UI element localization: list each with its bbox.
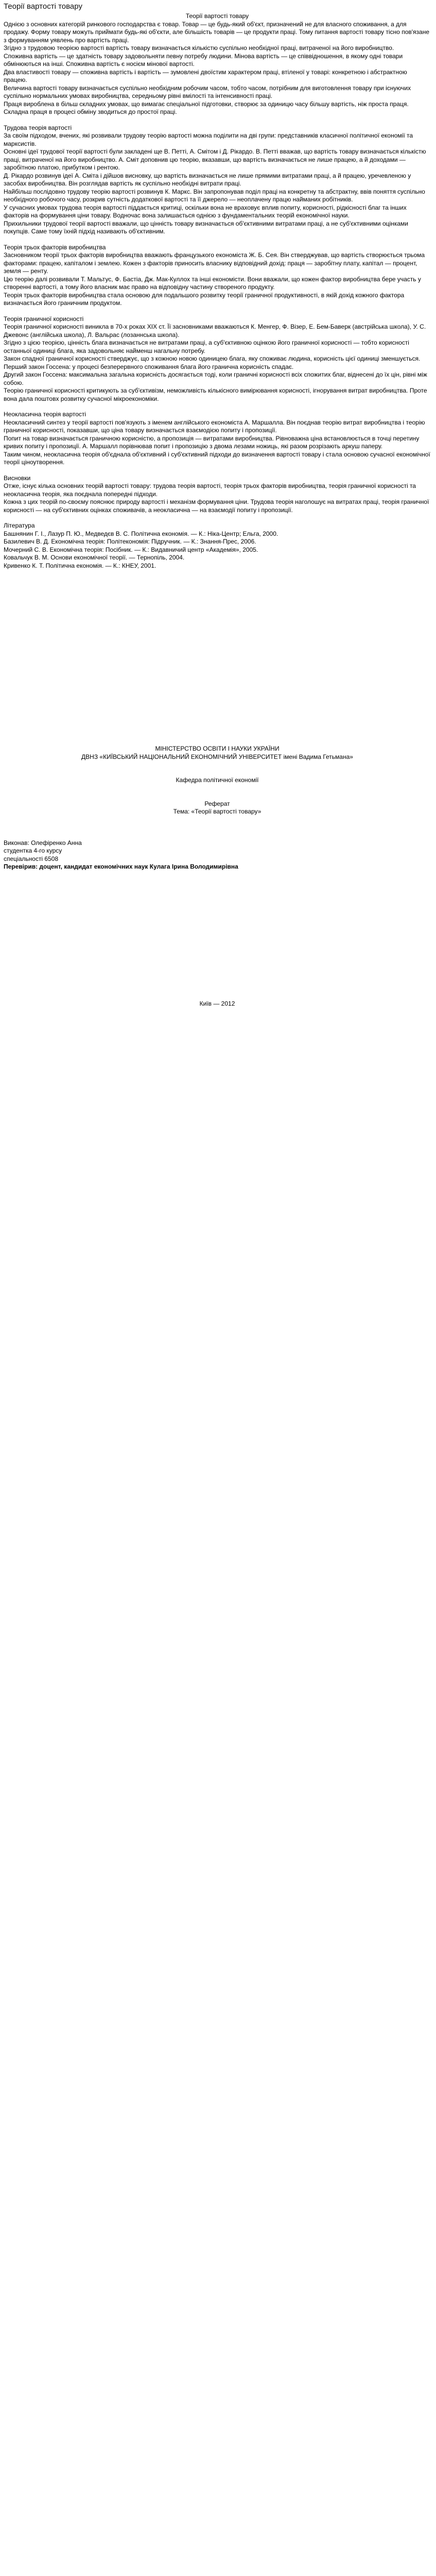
- page-title: Теорії вартості товару: [4, 2, 82, 11]
- paragraphs-intro: [4, 21, 431, 116]
- paragraph: Найбільш послідовно трудову теорію вартості розвинув К. Маркс. Він запропонував поділ праці на конкретну та абстрактну, ввів поняття суспільно необхідного робочого часу, розкрив сутність додаткової вартості та її джерело — неоплачену працю найманих робітників.: [4, 188, 425, 203]
- paragraph: Праця вироблена в більш складних умовах, що вимагає спеціальної підготовки, створює за одиницю часу більшу вартість, ніж проста праця. Складна праця в процесі обміну зводиться до простої праці.: [4, 100, 409, 115]
- university-name: ДВНЗ «КИЇВСЬКИЙ НАЦІОНАЛЬНИЙ ЕКОНОМІЧНИЙ УНІВЕРСИТЕТ імені Вадима Гетьмана»: [81, 753, 353, 760]
- section-heading-marginal: Теорія граничної корисності: [4, 315, 84, 323]
- student-group: спеціальності 6508: [4, 855, 59, 862]
- paragraph: Теорію граничної корисності критикують за суб'єктивізм, неможливість кількісного вимірювання корисності, ігнорування витрат виробництва. Проте вона дала поштовх розвитку сучасної мікроекономіки.: [4, 387, 427, 402]
- city-year: Київ — 2012: [199, 999, 235, 1007]
- paragraph: Згідно з трудовою теорією вартості вартість товару визначається кількістю суспільно необхідної праці, витраченої на його виробництво.: [4, 44, 394, 52]
- work-type: Реферат: [204, 800, 230, 807]
- performed-by: Виконав: Олефіренко Анна: [4, 839, 82, 846]
- literature-list: [4, 530, 431, 570]
- paragraph: Споживна вартість — це здатність товару задовольняти певну потребу людини. Мінова вартість — це співвідношення, в якому одні товари обмінюються на інші. Споживна вартість є носієм мінової вартості.: [4, 52, 403, 67]
- paragraphs-conclusion: [4, 482, 431, 514]
- paragraph: Засновником теорії трьох факторів виробництва вважають французького економіста Ж. Б. Сея. Він стверджував, що вартість створюється трьома факторами: працею, капіталом і землею. Кожен з факторів приносить власнику відповідний дохід: праця — заробітну плату, капітал — процент, земля — ренту.: [4, 251, 425, 275]
- paragraph: Неокласичний синтез у теорії вартості пов'язують з іменем англійського економіста А. Маршалла. Він поєднав теорію витрат виробництва і теорію граничної корисності, показавши, що ціна товару визначається взаємодією попиту і пропозиції.: [4, 418, 425, 434]
- paragraphs-labor: [4, 132, 431, 236]
- document-body: [4, 12, 431, 1008]
- paragraph: Теорія граничної корисності виникла в 70-х роках XIX ст. Її засновниками вважаються К. Менгер, Ф. Візер, Е. Бем-Баверк (австрійська школа), У. С. Джевонс (англійська школа), Л. Вальрас (лозаннська школа).: [4, 323, 426, 338]
- paragraph: Базилевич В. Д. Економічна теорія: Політекономія: Підручник. — К.: Знання-Прес, 2006.: [4, 538, 256, 545]
- paragraph: Попит на товар визначається граничною корисністю, а пропозиція — витратами виробництва. Рівноважна ціна встановлюється в точці перетину кривих попиту і пропозиції. А. Маршалл порівнював попит і пропозицію з двома лезами ножиць, які разом розрізають аркуш паперу.: [4, 434, 420, 450]
- paragraphs-factors: [4, 251, 431, 308]
- section-heading-conclusion: Висновки: [4, 474, 31, 482]
- author-block: [4, 839, 431, 871]
- paragraph: Д. Рікардо розвинув ідеї А. Сміта і дійшов висновку, що вартість визначається не лише прямими витратами праці, а й працею, уречевленою у засобах виробництва. Він розглядав вартість як суспільно необхідні витрати праці.: [4, 172, 411, 187]
- department-name: Кафедра політичної економії: [176, 776, 259, 784]
- paragraph: Таким чином, неокласична теорія об'єднала об'єктивний і суб'єктивний підходи до визначення вартості товару і стала основою сучасної економічної теорії ціноутворення.: [4, 450, 430, 466]
- paragraph: Башнянин Г. І., Лазур П. Ю., Медведєв В. С. Політична економія. — К.: Ніка-Центр; Ельга, 2000.: [4, 530, 278, 537]
- section-heading-neoclassic: Неокласична теорія вартості: [4, 411, 86, 418]
- section-heading-factors: Теорія трьох факторів виробництва: [4, 243, 106, 251]
- paragraph: Кривенко К. Т. Політична економія. — К.: КНЕУ, 2001.: [4, 562, 156, 569]
- paragraph: За своїм підходом, вчених, які розвивали трудову теорію вартості можна поділити на дві групи: представників класичної політичної економії та марксистів.: [4, 132, 413, 147]
- paragraphs-neoclassic: [4, 419, 431, 467]
- paragraph: Цю теорію далі розвивали Т. Мальтус, Ф. Бастіа, Дж. Мак-Куллох та інші економісти. Вони вважали, що кожен фактор виробництва бере участь у створенні вартості, а тому його власник має право на відповідну частину створеного продукту.: [4, 275, 421, 291]
- paragraph: Закон спадної граничної корисності стверджує, що з кожною новою одиницею блага, яку споживає людина, корисність цієї одиниці зменшується. Перший закон Госсена: у процесі безперервного споживання блага його гранична корисність спадає.: [4, 355, 421, 370]
- student-course: студентка 4-го курсу: [4, 847, 62, 854]
- paragraph: Мочерний С. В. Економічна теорія: Посібник. — К.: Видавничий центр «Академія», 2005.: [4, 546, 258, 553]
- paragraphs-marginal: [4, 323, 431, 403]
- paragraph: Прихильники трудової теорії вартості вважали, що цінність товару визначається об'єктивними витратами праці, а не суб'єктивними оцінками покупців. Саме тому їхній підхід називають об'єктивним.: [4, 219, 408, 235]
- paragraph: Два властивості товару — споживна вартість і вартість — зумовлені двоїстим характером праці, втіленої у товарі: конкретною і абстрактною працею.: [4, 68, 407, 83]
- section-heading-labor: Трудова теорія вартості: [4, 124, 72, 131]
- paragraph: Величина вартості товару визначається суспільно необхідним робочим часом, тобто часом, потрібним для виготовлення товару при існуючих суспільно нормальних умовах виробництва, середньому рівні вмілості та інтенсивності праці.: [4, 84, 411, 99]
- literature-heading: Література: [4, 522, 35, 529]
- title-page: [4, 745, 431, 816]
- ministry-name: МІНІСТЕРСТВО ОСВІТИ І НАУКИ УКРАЇНИ: [155, 745, 280, 752]
- paragraph: Теорія трьох факторів виробництва стала основою для подальшого розвитку теорії граничної продуктивності, в якій дохід кожного фактора визначається його граничним продуктом.: [4, 291, 405, 307]
- paragraph: Основні ідеї трудової теорії вартості були закладені ще В. Петті, А. Смітом і Д. Рікардо. В. Петті вважав, що вартість товару визначається кількістю праці, витраченої на його виробництво. А. Сміт доповнив цю теорію, вказавши, що вартість визначається не лише працею, а й доходами — заробітною платою, прибутком і рентою.: [4, 148, 426, 171]
- paragraph: Однією з основних категорій ринкового господарства є товар. Товар — це будь-який об'єкт, призначений не для власного споживання, а для продажу. Форму товару можуть приймати будь-які об'єкти, але більшість товарів — це продукти праці. Тому питання вартості товару тісно пов'язане з формуванням уявлень про вартість праці.: [4, 20, 430, 44]
- paragraph: Другий закон Госсена: максимальна загальна корисність досягається тоді, коли граничні корисності всіх спожитих благ, віднесені до їх цін, рівні між собою.: [4, 371, 427, 386]
- document-heading: Теорії вартості товару: [185, 12, 249, 20]
- work-topic: Тема: «Теорії вартості товару»: [173, 808, 261, 815]
- supervisor: Перевірив: доцент, кандидат економічних наук Кулага Ірина Володимирівна: [4, 863, 238, 870]
- paragraph: Ковальчук В. М. Основи економічної теорії. — Тернопіль, 2004.: [4, 554, 185, 561]
- paragraph: Кожна з цих теорій по-своєму пояснює природу вартості і механізм формування ціни. Трудова теорія наголошує на витратах праці, теорія граничної корисності — на суб'єктивних оцінках споживачів, а неокласична — на взаємодії попиту і пропозиції.: [4, 498, 429, 514]
- paragraph: Отже, існує кілька основних теорій вартості товару: трудова теорія вартості, теорія трьох факторів виробництва, теорія граничної корисності та неокласична теорія, яка поєднала попередні підходи.: [4, 482, 416, 498]
- paragraph: Згідно з цією теорією, цінність блага визначається не витратами праці, а суб'єктивною оцінкою його граничної корисності — тобто корисності останньої одиниці блага, яка задовольняє найменш нагальну потребу.: [4, 339, 409, 354]
- paragraph: У сучасних умовах трудова теорія вартості піддається критиці, оскільки вона не враховує вплив попиту, корисності, рідкісності благ та інших факторів на формування ціни товару. Водночас вона залишається однією з фундаментальних теорій економічної науки.: [4, 204, 407, 219]
